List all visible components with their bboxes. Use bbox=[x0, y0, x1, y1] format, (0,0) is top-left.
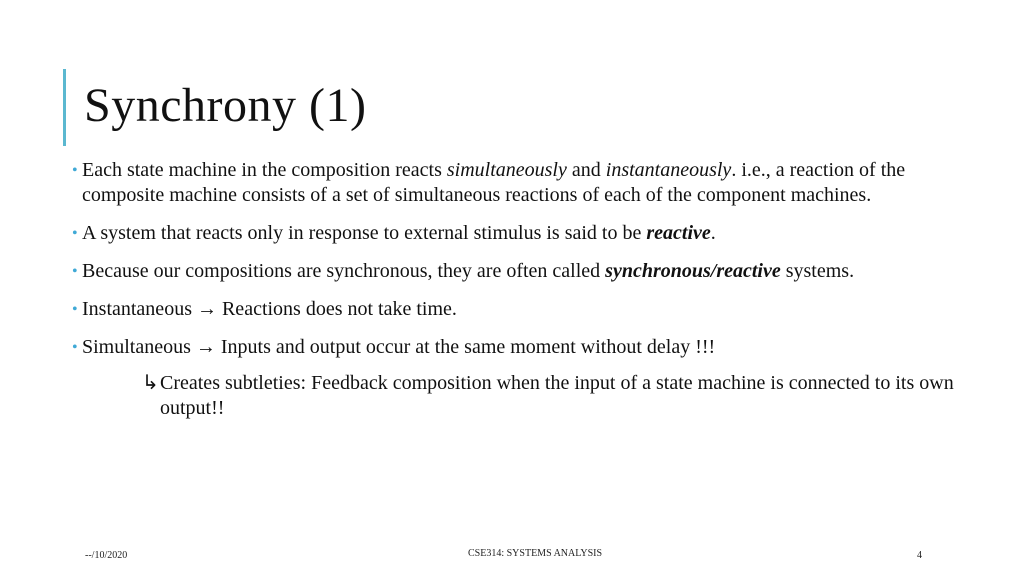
bullet-dot-icon: • bbox=[72, 339, 78, 356]
bullet-dot-icon: • bbox=[72, 263, 78, 280]
bullet-text: Each state machine in the composition reacts simultaneously and instantaneously. i.e., a reaction of the composite machine consists of a set of simultaneous reactions of each of the component machines. bbox=[82, 159, 906, 206]
bullet-dot-icon: • bbox=[72, 162, 78, 179]
slide-title: Synchrony (1) bbox=[84, 79, 367, 132]
bullet-text: A system that reacts only in response to external stimulus is said to be reactive. bbox=[82, 222, 716, 244]
bullet-text: Simultaneous → Inputs and output occur at the same moment without delay !!! bbox=[82, 336, 716, 358]
footer-course-title: CSE314: SYSTEMS ANALYSIS bbox=[468, 548, 603, 559]
title-accent-bar bbox=[63, 69, 66, 146]
down-right-arrow-icon: ↳ bbox=[142, 372, 159, 394]
bullet-text: Instantaneous → Reactions does not take time. bbox=[82, 298, 457, 320]
sub-bullet-item bbox=[142, 371, 972, 421]
bullet-item bbox=[72, 221, 972, 246]
slide-content bbox=[72, 158, 972, 421]
bullet-dot-icon: • bbox=[72, 225, 78, 242]
bullet-text: Because our compositions are synchronous, they are often called synchronous/reactive systems. bbox=[82, 260, 855, 282]
sub-bullet-text: Creates subtleties: Feedback composition when the input of a state machine is connected to its own output!! bbox=[160, 372, 954, 419]
bullet-item bbox=[72, 259, 972, 284]
bullet-item bbox=[72, 335, 972, 360]
bullet-item bbox=[72, 297, 972, 322]
footer-page-number: 4 bbox=[917, 550, 922, 561]
bullet-item bbox=[72, 158, 972, 208]
bullet-dot-icon: • bbox=[72, 301, 78, 318]
footer-date: --/10/2020 bbox=[85, 550, 128, 561]
